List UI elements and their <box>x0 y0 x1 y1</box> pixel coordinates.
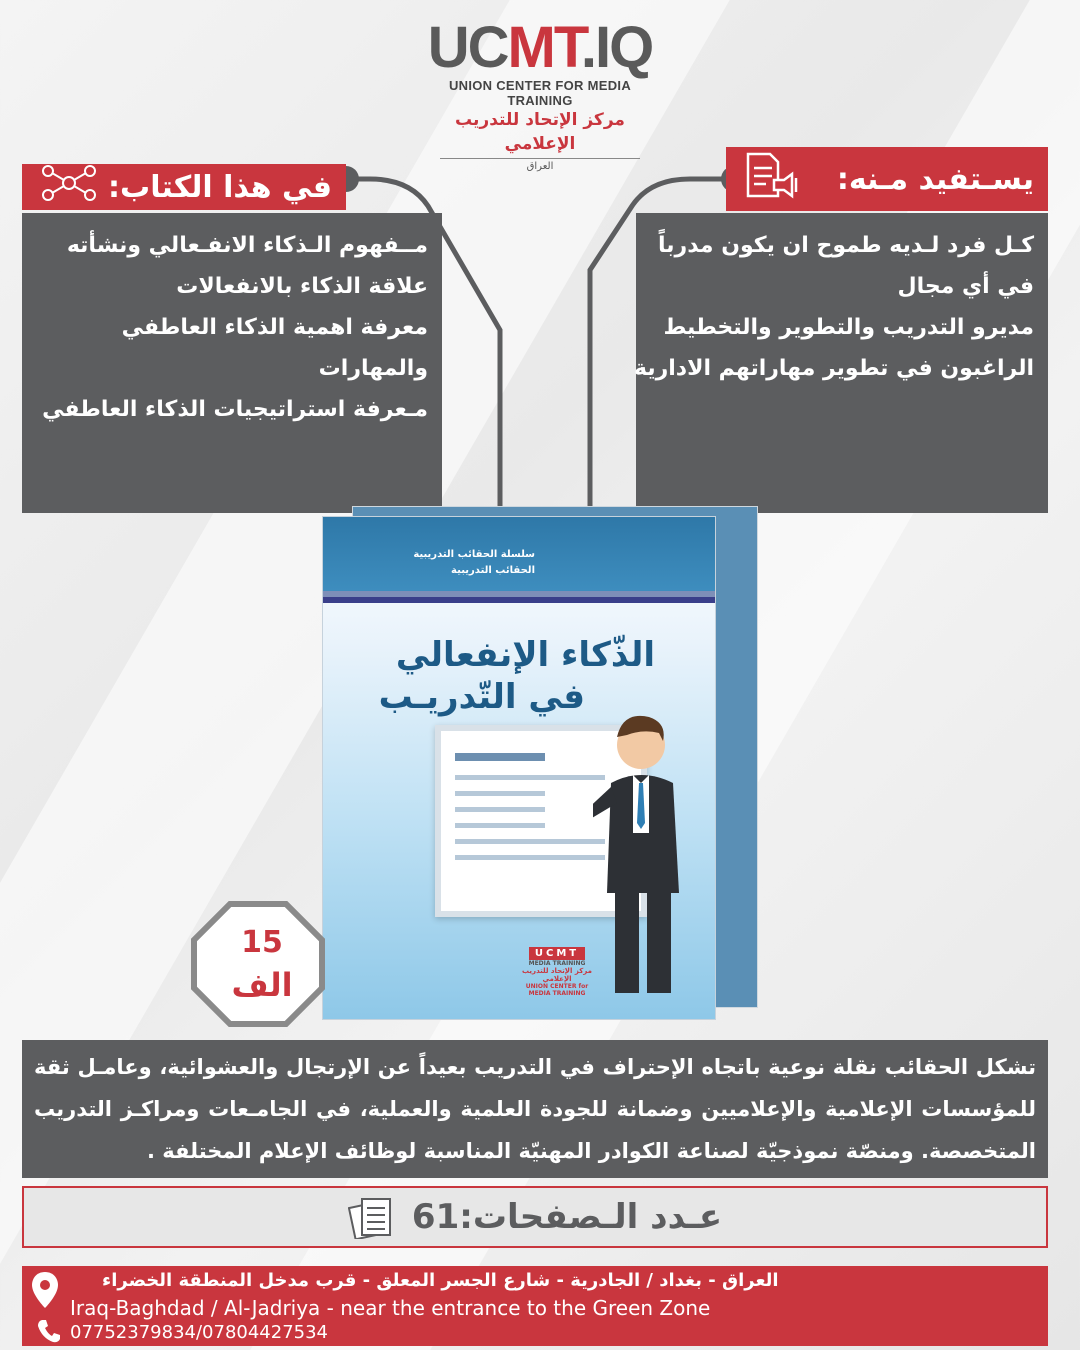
publisher-logo: UCMT MEDIA TRAINING مركز الإتحاد للتدريب الإعلامي UNION CENTER for MEDIA TRAINING <box>522 948 592 997</box>
logo-english-name: UNION CENTER FOR MEDIA TRAINING <box>448 78 632 108</box>
in-this-book-header <box>22 164 346 210</box>
list-item: في أي مجال <box>897 274 1034 299</box>
pages-count-label: عـدد الـصفحات:61 <box>411 1197 723 1237</box>
price-amount: 15 <box>241 925 283 960</box>
beneficiaries-list <box>633 213 1048 513</box>
pages-count-box <box>22 1186 1048 1248</box>
beneficiaries-title: يسـتفيد مـنه: <box>836 161 1034 197</box>
presenter-illustration <box>593 703 713 1003</box>
in-this-book-title: في هذا الكتاب: <box>108 169 332 205</box>
logo-country: العراق <box>440 158 640 172</box>
list-item: كـل فرد لـديه طموح ان يكون مدرباً <box>658 233 1034 258</box>
list-item: علاقة الذكاء بالانفعالات <box>176 274 428 299</box>
pages-icon <box>348 1195 398 1239</box>
list-item: الراغبون في تطوير مهاراتهم الادارية <box>633 356 1034 381</box>
price-badge <box>190 900 326 1028</box>
logo-mark: UCMT.IQ <box>427 15 653 80</box>
phone-icon <box>36 1318 62 1344</box>
book-contents-list <box>22 213 442 513</box>
location-pin-icon <box>30 1270 60 1310</box>
list-item: مــفهوم الـذكاء الانفـعالي ونشأته <box>66 233 428 258</box>
list-item: والمهارات <box>318 356 428 381</box>
list-item: معرفة اهمية الذكاء العاطفي <box>121 315 428 340</box>
address-arabic: العراق - بغداد / الجادرية - شارع الجسر المعلق - قرب مدخل المنطقة الخضراء <box>102 1270 779 1291</box>
description-text: تشكل الحقائب نقلة نوعية باتجاه الإحتراف في التدريب بعيداً عن الإرتجال والعشوائية، وعامـل ثقة للمؤسسات الإعلامية والإعلاميين وضمانة للجودة العلمية والعملية، في الجامـعات ومراكـز التدريب المتخصصة. ومنصّة نموذجيّة لصناعة الكوادر المهنيّة المناسبة لوظائف الإعلام المختلفة . <box>22 1040 1048 1178</box>
network-people-icon <box>36 163 102 212</box>
beneficiaries-header <box>726 147 1048 211</box>
list-item: مديرو التدريب والتطوير والتخطيط <box>663 315 1034 340</box>
list-item: مـعرفة استراتيجيات الذكاء العاطفي <box>42 397 428 422</box>
book-series: سلسلة الحقائب التدريبية الحقائب التدريبية <box>413 549 535 576</box>
logo-arabic-name: مركز الإتحاد للتدريب الإعلامي <box>455 110 625 154</box>
price-unit: الف <box>231 966 293 1004</box>
address-english: Iraq-Baghdad / Al-Jadriya - near the entrance to the Green Zone <box>70 1296 711 1320</box>
book-title-line1: الذّكاء الإنفعالي <box>395 635 655 675</box>
document-speaker-icon <box>740 150 800 209</box>
book-cover <box>322 516 716 1020</box>
phone-numbers[interactable]: 07752379834/07804427534 <box>70 1322 329 1343</box>
brand-logo <box>420 15 660 172</box>
book-title-line2: في التّدريـب <box>378 677 585 717</box>
contact-bar <box>22 1266 1048 1346</box>
